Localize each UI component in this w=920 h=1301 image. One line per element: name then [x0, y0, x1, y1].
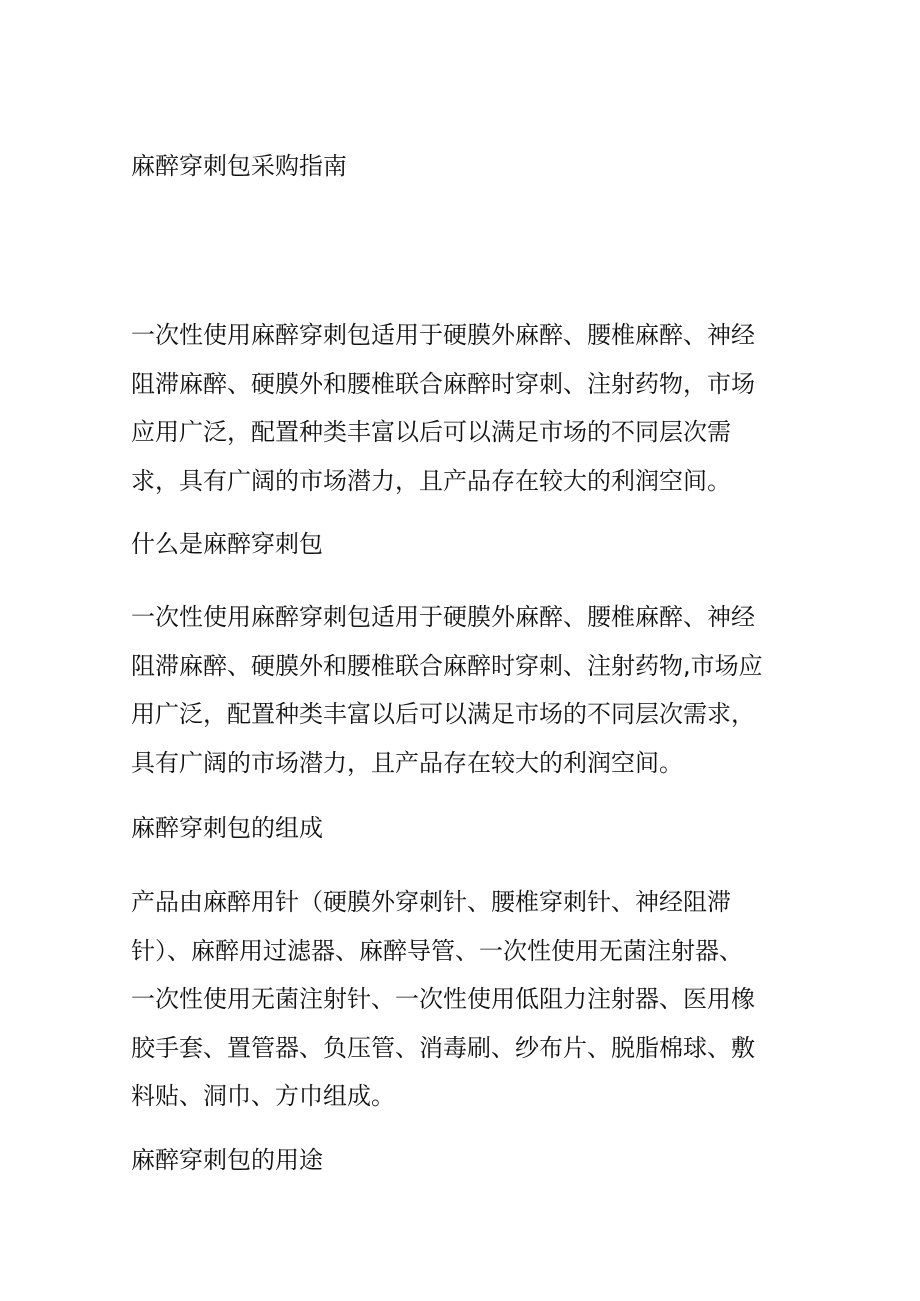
paragraph-line: 阻滞麻醉、硬膜外和腰椎联合麻醉时穿刺、注射药物，市场: [131, 369, 755, 398]
paragraph-line: 一次性使用麻醉穿刺包适用于硬膜外麻醉、腰椎麻醉、神经: [131, 321, 755, 349]
section-heading-composition: [131, 810, 791, 846]
paragraph-line: 阻滞麻醉、硬膜外和腰椎联合麻醉时穿刺、注射药物,市场应: [131, 651, 763, 680]
what-is-paragraph: [131, 593, 791, 787]
paragraph-line: 针）、麻醉用过滤器、麻醉导管、一次性使用无菌注射器、: [131, 936, 743, 965]
heading-text: 麻醉穿刺包的组成: [131, 814, 323, 842]
paragraph-line: 应用广泛，配置种类丰富以后可以满足市场的不同层次需: [131, 418, 731, 446]
paragraph-line: 一次性使用麻醉穿刺包适用于硬膜外麻醉、腰椎麻醉、神经: [131, 603, 755, 631]
heading-text: 什么是麻醉穿刺包: [131, 530, 323, 558]
paragraph-line: 用广泛，配置种类丰富以后可以满足市场的不同层次需求，: [131, 700, 755, 728]
paragraph-line: 求，具有广阔的市场潜力，且产品存在较大的利润空间。: [131, 466, 731, 495]
paragraph-line: 产品由麻醉用针（硬膜外穿刺针、腰椎穿刺针、神经阻滞: [131, 888, 731, 916]
heading-text: 麻醉穿刺包的用途: [131, 1146, 323, 1174]
paragraph-line: 一次性使用无菌注射针、一次性使用低阻力注射器、医用橡: [131, 985, 755, 1013]
paragraph-line: 胶手套、置管器、负压管、消毒刷、纱布片、脱脂棉球、敷: [131, 1033, 755, 1062]
intro-paragraph: [131, 311, 791, 505]
section-heading-what-is: [131, 526, 791, 562]
composition-paragraph: [131, 878, 791, 1121]
section-heading-usage: [131, 1142, 791, 1178]
paragraph-line: 具有广阔的市场潜力，且产品存在较大的利润空间。: [131, 748, 683, 777]
page-title: [131, 148, 791, 184]
title-text: 麻醉穿刺包采购指南: [131, 152, 347, 180]
paragraph-line: 料贴、洞巾、方巾组成。: [131, 1082, 395, 1110]
